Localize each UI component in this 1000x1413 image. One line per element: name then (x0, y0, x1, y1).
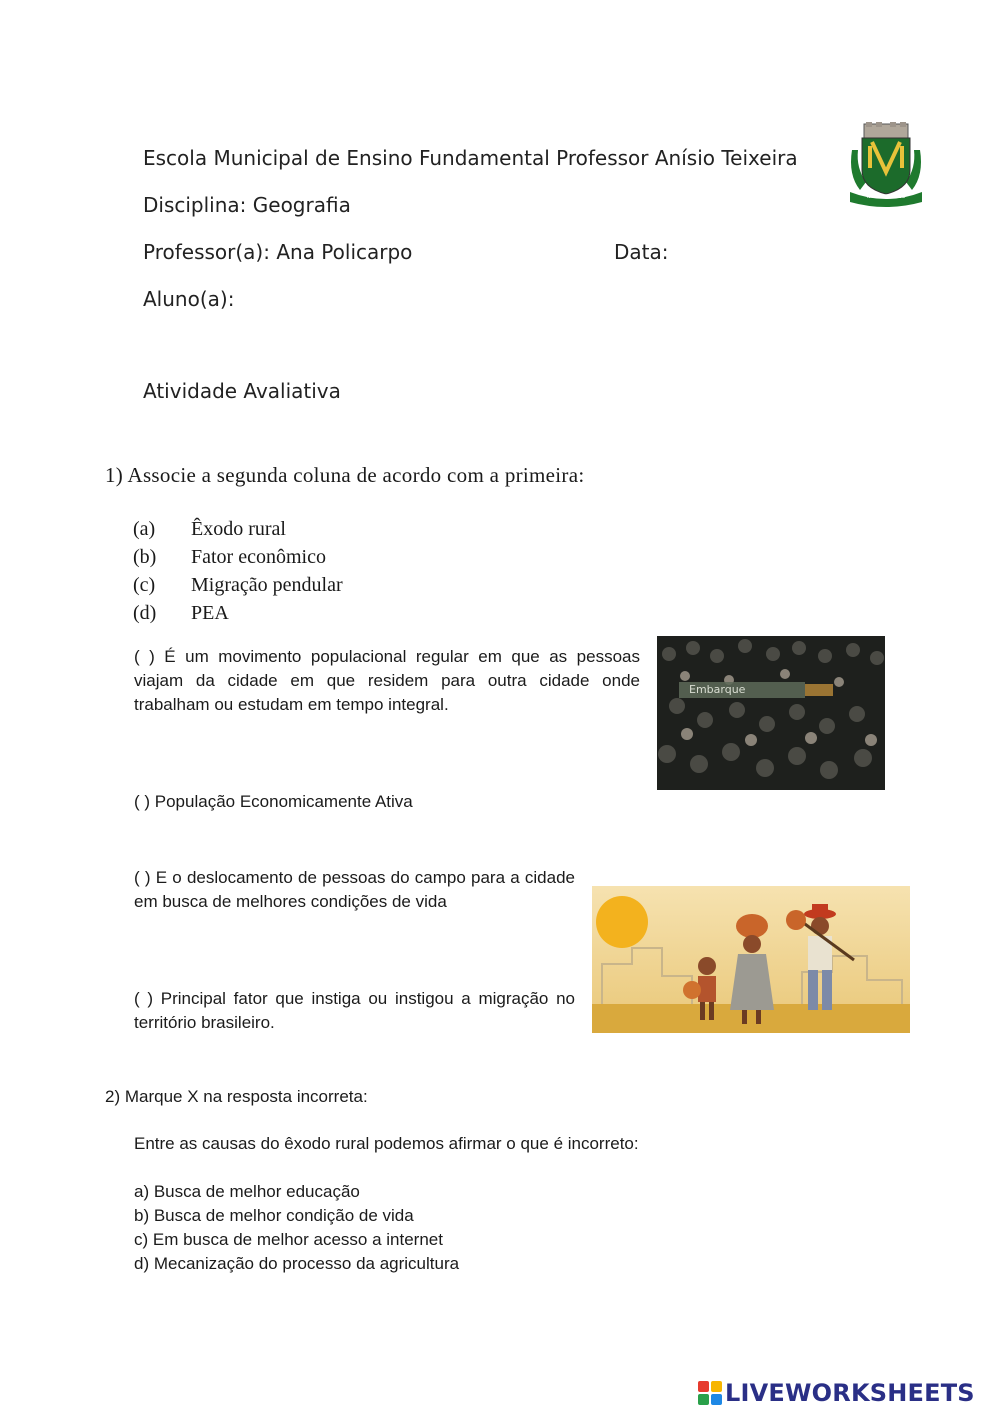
school-name: Escola Municipal de Ensino Fundamental Professor Anísio Teixeira (143, 146, 798, 170)
option-key: (c) (133, 574, 156, 596)
option-key: (a) (133, 518, 156, 540)
school-crest (846, 120, 926, 208)
option-b (133, 546, 326, 569)
photo-sign-text: Embarque (689, 683, 746, 696)
question2-prompt: Entre as causas do êxodo rural podemos afirmar o que é incorreto: (134, 1134, 639, 1153)
question2-title: 2) Marque X na resposta incorreta: (105, 1087, 368, 1106)
crowd-image (657, 636, 885, 790)
option-text: PEA (191, 602, 229, 624)
option-text: Fator econômico (191, 546, 326, 568)
brand-name: LIVEWORKSHEETS (725, 1379, 975, 1407)
option-key: (b) (133, 546, 157, 568)
migrant-family-image (592, 886, 910, 1033)
migrants-illustration (592, 886, 910, 1033)
statement-fator: ( ) Principal fator que instiga ou instigou a migração no território brasileiro. (134, 989, 575, 1032)
activity-title: Atividade Avaliativa (143, 379, 341, 403)
option-key: (d) (133, 602, 157, 624)
answer-item-d[interactable]: d) Mecanização do processo da agricultura (134, 1254, 460, 1273)
answer-list (134, 1180, 459, 1276)
question1-title: 1) Associe a segunda coluna de acordo com a primeira: (105, 463, 585, 487)
option-c (133, 574, 343, 597)
statement-exodo: ( ) E o deslocamento de pessoas do campo para a cidade em busca de melhores condições de vida (134, 868, 575, 911)
statement-pea: ( ) População Economicamente Ativa (134, 792, 413, 811)
teacher-line: Professor(a): Ana Policarpo (143, 240, 413, 264)
answer-item-c[interactable]: c) Em busca de melhor acesso a internet (134, 1230, 443, 1249)
answer-item-b[interactable]: b) Busca de melhor condição de vida (134, 1206, 414, 1225)
subject-line: Disciplina: Geografia (143, 193, 351, 217)
statement-pendular: ( ) É um movimento populacional regular em que as pessoas viajam da cidade em que residem para outra cidade onde trabalham ou estudam em tempo integral. (134, 647, 640, 714)
answer-item-a[interactable]: a) Busca de melhor educação (134, 1182, 360, 1201)
option-text: Êxodo rural (191, 518, 286, 540)
crest-motto: NIHIL SINE DEO (866, 194, 906, 200)
option-a (133, 518, 286, 541)
crowd-photo (657, 636, 885, 790)
option-d (133, 602, 229, 625)
option-text: Migração pendular (191, 574, 343, 596)
date-label: Data: (614, 240, 669, 264)
liveworksheets-icon (698, 1381, 722, 1405)
liveworksheets-logo[interactable] (698, 1378, 975, 1408)
student-label: Aluno(a): (143, 287, 235, 311)
